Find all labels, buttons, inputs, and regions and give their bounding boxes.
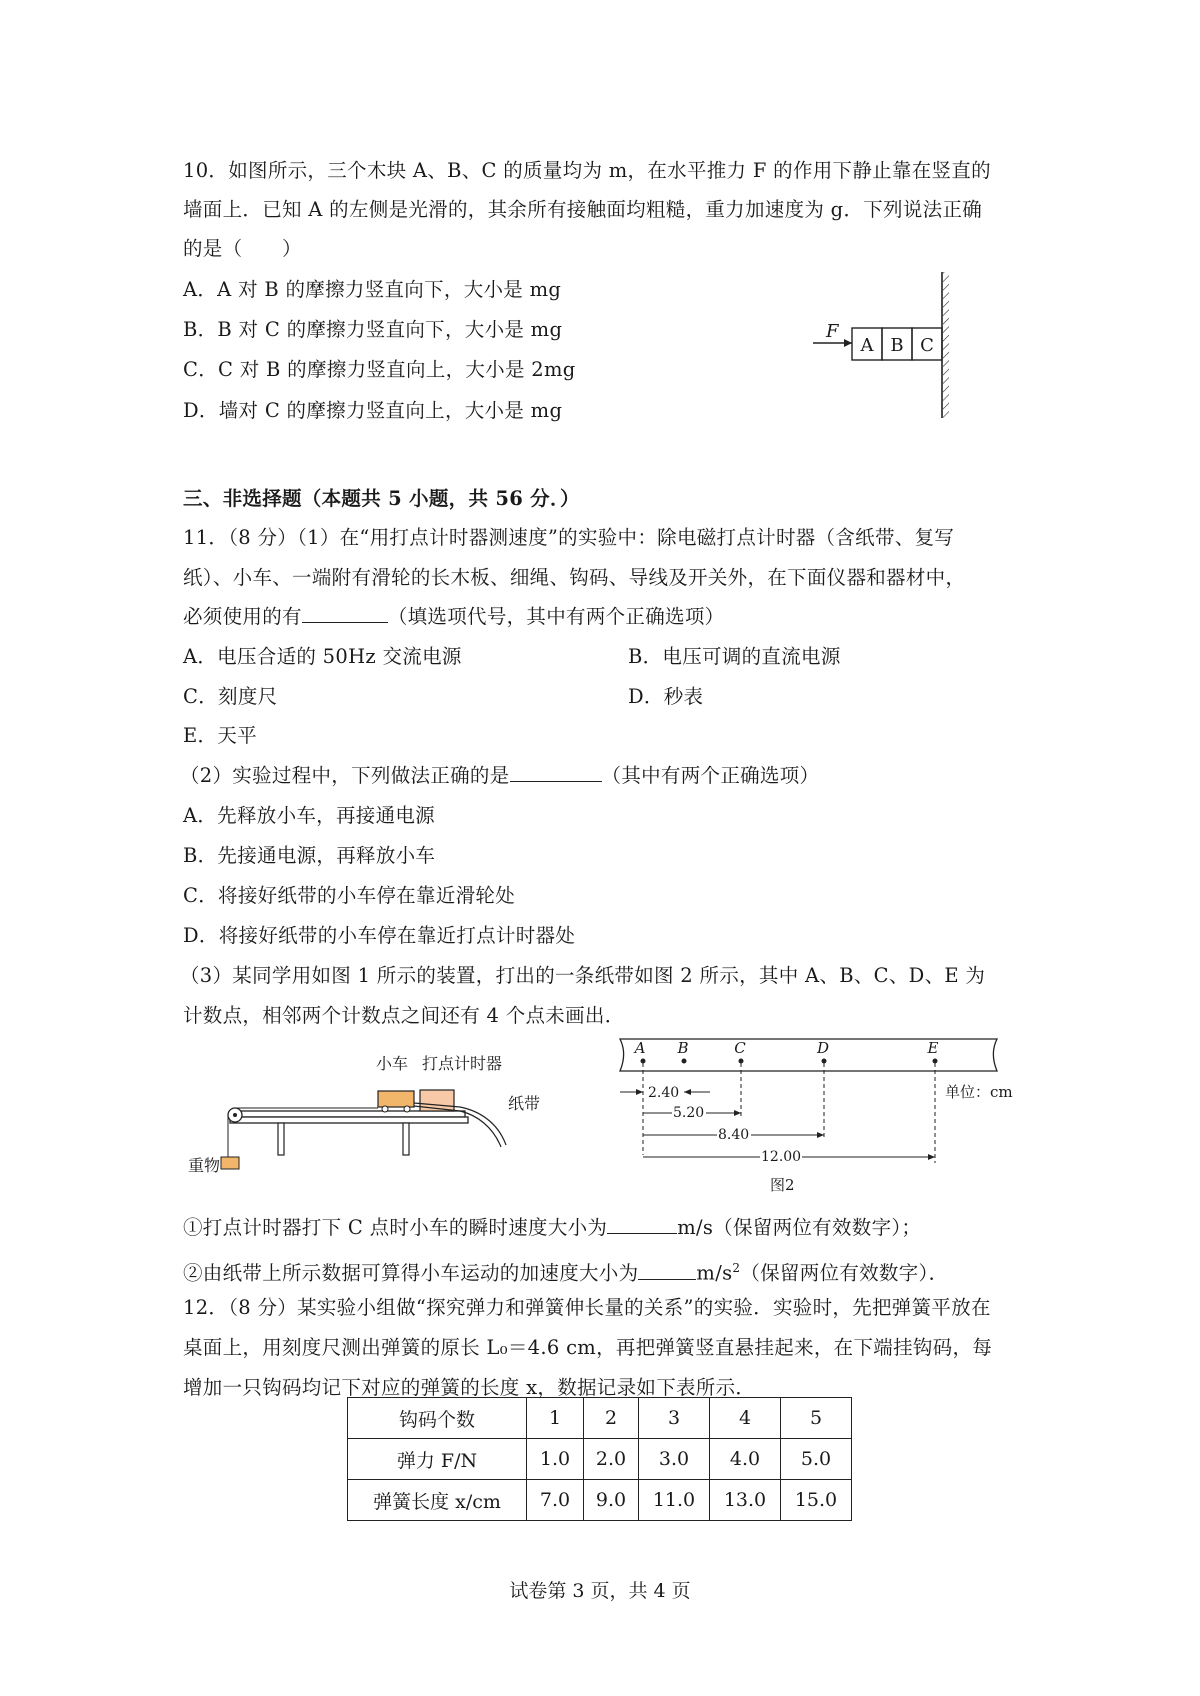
table-cell: 13.0 [710, 1480, 781, 1521]
q10-option-d: D．墙对 C 的摩擦力竖直向上，大小是 mg [183, 399, 563, 422]
table-cell: 1.0 [527, 1439, 584, 1480]
table-cell: 弹簧长度 x/cm [348, 1480, 527, 1521]
dim-12-00-arrow [928, 1154, 935, 1160]
table-row [348, 1480, 852, 1521]
q10-option-c: C．C 对 B 的摩擦力竖直向上，大小是 2mg [183, 358, 576, 381]
table-row [348, 1398, 852, 1439]
arrow-head-icon [844, 339, 852, 347]
table-cell: 2 [584, 1398, 639, 1439]
dim-8-40-arrow [817, 1132, 824, 1138]
table-cell: 9.0 [584, 1480, 639, 1521]
q11-part3-line2: 计数点，相邻两个计数点之间还有 4 个点未画出． [183, 1004, 625, 1027]
dot-c [739, 1059, 744, 1064]
block-a-label: A [860, 335, 874, 356]
table-cell: 5 [781, 1398, 852, 1439]
table-top [230, 1117, 468, 1123]
table-leg-right [403, 1123, 409, 1155]
table-cell: 2.0 [584, 1439, 639, 1480]
q10-option-a: A．A 对 B 的摩擦力竖直向下，大小是 mg [183, 278, 562, 301]
fig2-caption: 图2 [770, 1176, 795, 1194]
dim-12-00-label: 12.00 [761, 1149, 802, 1165]
q11-part3-line1: （3）某同学用如图 1 所示的装置，打出的一条纸带如图 2 所示，其中 A、B、C、D、E 为 [180, 964, 986, 987]
timer-label: 打点计时器 [422, 1054, 503, 1073]
q11-part2-option-c: C．将接好纸带的小车停在靠近滑轮处 [183, 884, 516, 907]
table-cell: 1 [527, 1398, 584, 1439]
table-leg-left [278, 1123, 284, 1155]
answer-blank-4[interactable] [638, 1261, 696, 1280]
section3-heading: 三、非选择题（本题共 5 小题，共 56 分．） [183, 487, 580, 510]
ticker-timer [420, 1090, 454, 1111]
cart-label: 小车 [376, 1054, 409, 1073]
q12-line2: 桌面上，用刻度尺测出弹簧的原长 L₀＝4.6 cm，再把弹簧竖直悬挂起来，在下端挂钩码，每 [183, 1336, 993, 1359]
point-d-label: D [816, 1039, 830, 1057]
dim-5-20-arrow [734, 1110, 741, 1116]
dot-d [822, 1059, 827, 1064]
tape-label: 纸带 [508, 1094, 541, 1113]
weight-label: 重物 [188, 1156, 221, 1175]
answer-blank-2[interactable] [510, 763, 602, 782]
dot-b [682, 1059, 687, 1064]
dim-2-40-right-arrow [684, 1089, 691, 1095]
dot-e [933, 1059, 938, 1064]
q11-line3-end: （填选项代号，其中有两个正确选项） [387, 605, 725, 628]
q10-line1: 10．如图所示，三个木块 A、B、C 的质量均为 m，在水平推力 F 的作用下静止靠在竖直的 [183, 159, 991, 182]
table-row [348, 1439, 852, 1480]
table-cell: 4.0 [710, 1439, 781, 1480]
dim-8-40-label: 8.40 [718, 1127, 750, 1143]
unit-label: 单位：cm [945, 1083, 1013, 1101]
spring-data-table [347, 1397, 852, 1521]
q11-line3-start: 必须使用的有 [183, 605, 302, 628]
q11-sub1 [183, 1214, 921, 1242]
long-board [235, 1111, 465, 1117]
table-cell: 弹力 F/N [348, 1439, 527, 1480]
q11-option-b: B．电压可调的直流电源 [628, 645, 841, 668]
q11-part2-option-b: B．先接通电源，再释放小车 [183, 844, 436, 867]
q11-sub2-end: （保留两位有效数字）． [740, 1261, 949, 1285]
q12-line1: 12．（8 分）某实验小组做“探究弹力和弹簧伸长量的关系”的实验．实验时，先把弹簧平放在 [183, 1296, 991, 1319]
q10-line3: 的是（ ） [183, 237, 302, 260]
cart-wheel-right [404, 1106, 410, 1112]
table-cell: 4 [710, 1398, 781, 1439]
q12-line3: 增加一只钩码均记下对应的弹簧的长度 x，数据记录如下表所示． [183, 1376, 756, 1399]
q11-part2-end: （其中有两个正确选项） [601, 764, 820, 787]
q11-line1: 11．（8 分）（1）在“用打点计时器测速度”的实验中：除电磁打点计时器（含纸带、复写 [183, 526, 955, 549]
cart-wheel-left [382, 1106, 388, 1112]
table-cell: 15.0 [781, 1480, 852, 1521]
q11-option-a: A．电压合适的 50Hz 交流电源 [183, 645, 462, 668]
cart [378, 1091, 414, 1107]
q11-line3 [183, 603, 724, 631]
wall-hatching [943, 272, 949, 418]
dot-a [641, 1059, 646, 1064]
fig2-paper-tape [600, 1035, 1020, 1195]
block-c-label: C [920, 335, 934, 356]
page-footer: 试卷第 3 页，共 4 页 [509, 1580, 691, 1602]
pulley-axle [233, 1113, 237, 1117]
q11-line2: 纸）、小车、一端附有滑轮的长木板、细绳、钩码、导线及开关外，在下面仪器和器材中， [183, 566, 966, 589]
q10-blocks-figure [810, 270, 950, 420]
q11-part2-start: （2）实验过程中，下列做法正确的是 [180, 764, 510, 787]
table-cell: 5.0 [781, 1439, 852, 1480]
point-b-label: B [677, 1039, 689, 1057]
answer-blank-1[interactable] [302, 604, 388, 623]
q10-option-b: B．B 对 C 的摩擦力竖直向下，大小是 mg [183, 318, 563, 341]
table-cell: 3 [639, 1398, 710, 1439]
dim-5-20-label: 5.20 [673, 1105, 705, 1121]
dim-2-40-left-arrow [636, 1089, 643, 1095]
q11-option-e: E．天平 [183, 724, 257, 747]
point-e-label: E [927, 1039, 939, 1057]
q11-sub2-start: ②由纸带上所示数据可算得小车运动的加速度大小为 [183, 1261, 639, 1285]
q11-part2-line [180, 762, 819, 790]
hanging-weight [221, 1157, 239, 1169]
answer-blank-3[interactable] [607, 1215, 677, 1234]
table-cell: 11.0 [639, 1480, 710, 1521]
q11-sub1-start: ①打点计时器打下 C 点时小车的瞬时速度大小为 [183, 1216, 608, 1239]
point-a-label: A [634, 1039, 646, 1057]
q11-part2-option-d: D．将接好纸带的小车停在靠近打点计时器处 [183, 924, 576, 947]
fig1-apparatus [180, 1045, 560, 1175]
q11-option-d: D．秒表 [628, 685, 704, 708]
dim-2-40-label: 2.40 [648, 1085, 680, 1101]
q11-part2-option-a: A．先释放小车，再接通电源 [183, 804, 435, 827]
table-cell: 钩码个数 [348, 1398, 527, 1439]
block-b-label: B [890, 335, 904, 356]
table-cell: 3.0 [639, 1439, 710, 1480]
q11-option-c: C．刻度尺 [183, 685, 278, 708]
point-c-label: C [734, 1039, 746, 1057]
q11-sub1-end: m/s（保留两位有效数字）； [677, 1216, 922, 1239]
q10-line2: 墙面上．已知 A 的左侧是光滑的，其余所有接触面均粗糙，重力加速度为 g．下列说法正确 [183, 198, 983, 221]
force-label: F [826, 321, 839, 342]
q11-sub2 [183, 1254, 948, 1288]
table-cell: 7.0 [527, 1480, 584, 1521]
q11-sub2-sup: 2 [732, 1261, 741, 1275]
q11-sub2-unit: m/s [696, 1261, 733, 1285]
